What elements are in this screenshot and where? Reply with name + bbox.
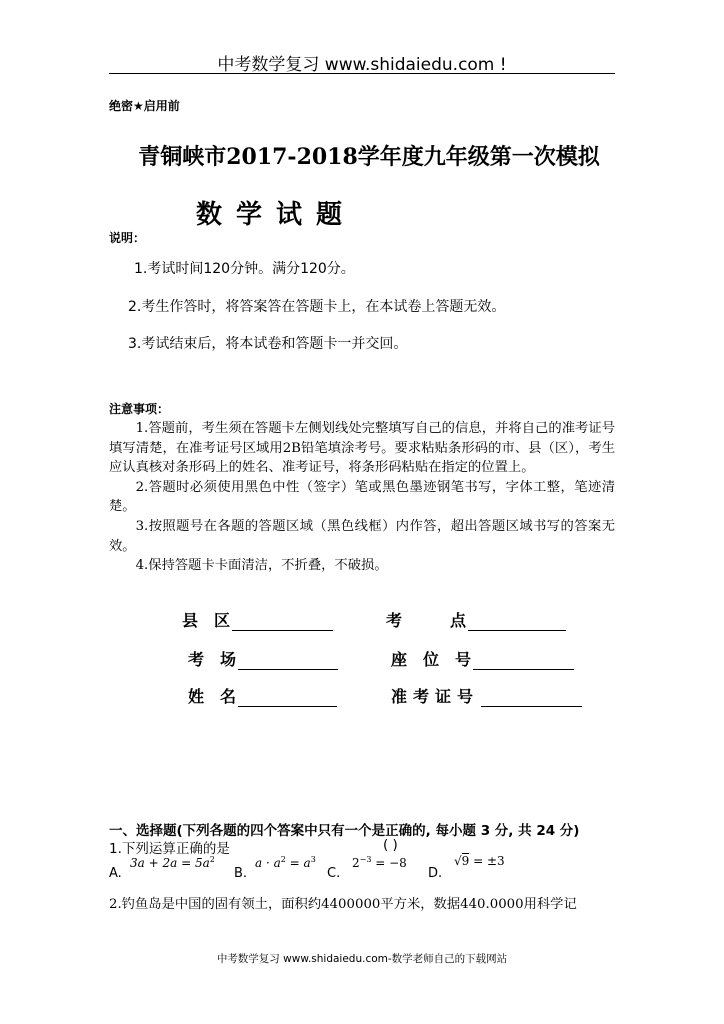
option-a-expression: $3a + 2a = 5a^2$	[130, 855, 215, 870]
exam-site-label: 考 点	[386, 611, 467, 630]
seat-no-field	[391, 647, 574, 670]
note-item: 1.答题前，考生须在答题卡左侧划线处完整填写自己的信息，并将自己的准考证号填写清楚，在准考证号区域用2B铅笔填涂考号。要求粘贴条形码的市、县（区），考生应认真核对条形码上的姓名、准考证号，将条形码粘贴在指定的位置上。	[109, 421, 615, 476]
option-d-letter: D.	[428, 866, 443, 881]
exam-site-field	[386, 608, 566, 631]
name-label: 姓 名	[188, 687, 237, 706]
page-footer: 中考数学复习 www.shidaiedu.com-数学老师自己的下载网站	[216, 953, 508, 965]
answer-bracket[interactable]: ( )	[383, 837, 398, 853]
subject-title: 数学试题	[196, 200, 357, 230]
exam-room-label: 考 场	[188, 650, 237, 669]
instructions-label: 说明：	[109, 231, 146, 245]
note-item: 4.保持答题卡卡面清洁，不折叠，不破损。	[135, 558, 388, 574]
admission-no-blank[interactable]	[481, 690, 582, 707]
exam-title: 青铜峡市2017-2018学年度九年级第一次模拟	[138, 144, 600, 170]
option-c-letter: C.	[327, 866, 341, 881]
name-blank[interactable]	[238, 690, 337, 707]
seat-no-label: 座 位 号	[391, 650, 472, 669]
option-d-expression: √9 = ±3	[454, 854, 505, 868]
page-header: 中考数学复习 www.shidaiedu.com !	[217, 55, 507, 75]
seat-no-blank[interactable]	[473, 653, 574, 670]
option-c-expression: $2^{-3} = -8$	[352, 855, 407, 870]
section-heading: 一、选择题(下列各题的四个答案中只有一个是正确的, 每小题 3 分, 共 24 分)	[109, 823, 580, 839]
name-field	[188, 684, 337, 707]
notes-label: 注意事项：	[109, 402, 170, 416]
admission-no-field	[391, 684, 582, 707]
exam-room-field	[188, 647, 338, 670]
county-field	[182, 608, 333, 631]
question-1-stem: 1.下列运算正确的是	[109, 841, 230, 857]
county-blank[interactable]	[232, 614, 333, 631]
instruction-item: 2.考生作答时，将答案答在答题卡上，在本试卷上答题无效。	[128, 299, 506, 315]
notes-list	[109, 419, 615, 576]
option-b-letter: B.	[234, 866, 248, 881]
county-label: 县 区	[182, 611, 231, 630]
option-b-expression: $a \cdot a^2 = a^3$	[255, 855, 316, 870]
header-rule	[109, 73, 615, 74]
note-item: 2.答题时必须使用黑色中性（签字）笔或黑色墨迹钢笔书写，字体工整，笔迹清楚。	[109, 479, 615, 515]
note-item: 3.按照题号在各题的答题区域（黑色线框）内作答，超出答题区域书写的答案无效。	[109, 518, 615, 554]
instruction-item: 1.考试时间120分钟。满分120分。	[134, 261, 355, 277]
option-a-letter: A.	[109, 866, 122, 881]
secret-label: 绝密★启用前	[109, 99, 180, 113]
question-2-stem: 2.钓鱼岛是中国的固有领土，面积约4400000平方米，数据440.0000用科学记	[109, 897, 577, 912]
exam-site-blank[interactable]	[468, 614, 566, 631]
instruction-item: 3.考试结束后，将本试卷和答题卡一并交回。	[128, 336, 408, 352]
exam-room-blank[interactable]	[238, 653, 338, 670]
admission-no-label: 准考证号	[391, 687, 480, 706]
